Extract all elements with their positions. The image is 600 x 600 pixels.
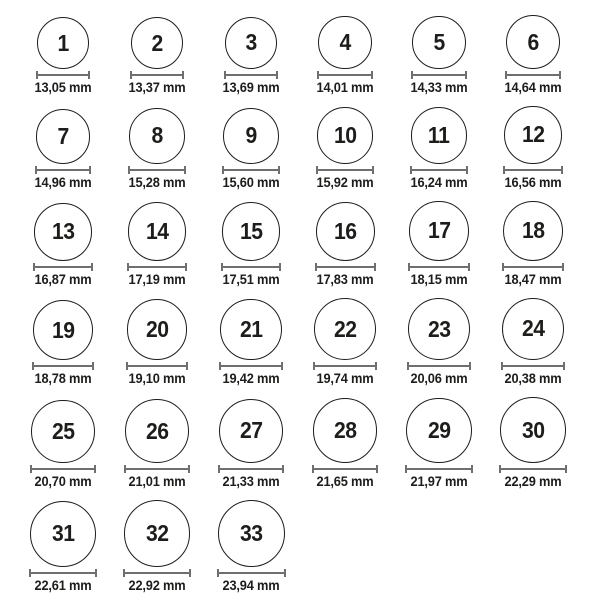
diameter-label: 18,47 mm	[504, 271, 562, 287]
ring-circle	[223, 108, 279, 164]
ring-circle	[124, 500, 191, 567]
ring-size-item	[16, 400, 110, 489]
diameter-dimension-line	[407, 362, 471, 370]
chart-row	[16, 298, 600, 387]
diameter-label: 21,65 mm	[316, 473, 374, 489]
ring-size-number: 7	[57, 122, 69, 149]
diameter-dimension-line	[312, 465, 379, 473]
diameter-dimension-line	[316, 166, 374, 174]
diameter-label: 22,61 mm	[34, 577, 92, 593]
diameter-label: 23,94 mm	[222, 577, 280, 593]
ring-size-item	[298, 202, 392, 287]
ring-size-item	[298, 16, 392, 95]
ring-circle	[406, 398, 471, 463]
diameter-dimension-line	[410, 166, 469, 174]
ring-circle	[131, 17, 184, 70]
diameter-label: 13,37 mm	[128, 80, 186, 96]
diameter-label: 18,15 mm	[410, 271, 468, 287]
ring-size-item	[392, 298, 486, 386]
ring-size-number: 20	[145, 316, 169, 343]
diameter-dimension-line	[317, 71, 372, 79]
ring-size-number: 16	[333, 217, 357, 244]
diameter-dimension-line	[405, 465, 472, 473]
ring-size-item	[298, 298, 392, 386]
diameter-dimension-line	[128, 166, 185, 174]
ring-circle	[411, 107, 468, 164]
ring-size-item	[16, 300, 110, 387]
diameter-label: 21,97 mm	[410, 473, 468, 489]
ring-size-number: 4	[339, 29, 351, 56]
diameter-label: 13,05 mm	[34, 80, 92, 96]
diameter-dimension-line	[127, 263, 187, 271]
ring-circle	[316, 202, 375, 261]
ring-circle	[318, 16, 371, 69]
ring-circle	[313, 398, 378, 463]
ring-size-number: 8	[151, 122, 163, 149]
ring-size-item	[204, 399, 298, 489]
ring-size-item	[204, 299, 298, 386]
ring-size-number: 2	[151, 29, 163, 56]
ring-circle	[409, 201, 469, 261]
ring-size-item	[110, 299, 204, 386]
diameter-label: 14,64 mm	[504, 80, 562, 96]
ring-size-number: 33	[239, 519, 263, 546]
ring-circle	[503, 201, 563, 261]
ring-circle	[506, 15, 560, 69]
ring-size-number: 15	[239, 217, 263, 244]
ring-size-item	[392, 201, 486, 287]
diameter-dimension-line	[217, 569, 286, 577]
ring-size-item	[16, 203, 110, 287]
ring-circle	[127, 299, 188, 360]
ring-size-number: 25	[51, 417, 75, 444]
ring-circle	[412, 16, 466, 70]
ring-circle	[317, 107, 373, 163]
ring-size-number: 13	[51, 218, 75, 245]
ring-size-number: 12	[521, 121, 545, 148]
ring-circle	[128, 202, 186, 260]
ring-circle	[225, 17, 278, 70]
diameter-dimension-line	[503, 166, 562, 174]
ring-size-number: 30	[521, 416, 545, 443]
ring-size-number: 26	[145, 417, 169, 444]
diameter-label: 19,42 mm	[222, 371, 280, 387]
ring-size-item	[110, 17, 204, 96]
diameter-dimension-line	[124, 465, 190, 473]
diameter-dimension-line	[36, 71, 90, 79]
diameter-dimension-line	[33, 263, 93, 271]
chart-row	[16, 106, 600, 189]
diameter-dimension-line	[499, 465, 567, 473]
ring-size-number: 3	[245, 29, 257, 56]
ring-size-item	[392, 16, 486, 96]
diameter-dimension-line	[30, 465, 95, 473]
diameter-dimension-line	[315, 263, 376, 271]
diameter-dimension-line	[222, 166, 280, 174]
diameter-label: 16,24 mm	[410, 174, 468, 190]
diameter-dimension-line	[501, 362, 566, 370]
ring-size-number: 1	[57, 29, 69, 56]
diameter-dimension-line	[221, 263, 282, 271]
diameter-label: 22,29 mm	[504, 473, 562, 489]
diameter-dimension-line	[32, 362, 95, 370]
ring-circle	[408, 298, 470, 360]
diameter-dimension-line	[218, 465, 284, 473]
diameter-label: 22,92 mm	[128, 577, 186, 593]
ring-size-number: 6	[527, 28, 539, 55]
ring-size-item	[392, 107, 486, 190]
ring-size-number: 9	[245, 122, 257, 149]
ring-circle	[125, 399, 189, 463]
ring-size-number: 14	[145, 218, 169, 245]
chart-row	[16, 397, 600, 489]
ring-size-number: 24	[521, 315, 545, 342]
ring-size-number: 19	[51, 316, 75, 343]
ring-size-item	[486, 15, 580, 95]
diameter-label: 20,06 mm	[410, 371, 468, 387]
ring-size-item	[110, 500, 204, 593]
diameter-dimension-line	[408, 263, 470, 271]
diameter-label: 15,60 mm	[222, 174, 280, 190]
diameter-label: 14,33 mm	[410, 80, 468, 96]
diameter-dimension-line	[411, 71, 467, 79]
diameter-label: 21,01 mm	[128, 473, 186, 489]
diameter-dimension-line	[505, 71, 561, 79]
diameter-label: 13,69 mm	[222, 80, 280, 96]
ring-circle	[34, 203, 92, 261]
ring-size-number: 21	[239, 316, 263, 343]
diameter-label: 15,92 mm	[316, 174, 374, 190]
diameter-label: 19,10 mm	[128, 371, 186, 387]
diameter-label: 17,83 mm	[316, 271, 374, 287]
diameter-label: 17,51 mm	[222, 271, 280, 287]
ring-size-item	[110, 399, 204, 489]
ring-size-number: 27	[239, 417, 263, 444]
ring-size-number: 18	[521, 217, 545, 244]
chart-row	[16, 15, 600, 95]
diameter-label: 18,78 mm	[34, 371, 92, 387]
ring-circle	[31, 400, 94, 463]
ring-circle	[220, 299, 281, 360]
ring-size-number: 10	[333, 121, 357, 148]
diameter-label: 19,74 mm	[316, 371, 374, 387]
ring-size-item	[298, 398, 392, 489]
ring-circle	[37, 17, 89, 69]
ring-size-item	[204, 17, 298, 96]
diameter-label: 20,70 mm	[34, 473, 92, 489]
diameter-label: 20,38 mm	[504, 371, 562, 387]
diameter-label: 17,19 mm	[128, 271, 186, 287]
ring-circle	[502, 298, 565, 361]
ring-size-item	[16, 501, 110, 593]
ring-size-item	[204, 108, 298, 190]
ring-size-number: 28	[333, 417, 357, 444]
ring-circle	[500, 397, 566, 463]
ring-circle	[314, 298, 376, 360]
chart-row	[16, 500, 600, 593]
diameter-label: 16,87 mm	[34, 271, 92, 287]
diameter-dimension-line	[35, 166, 92, 174]
ring-size-number: 23	[427, 315, 451, 342]
ring-circle	[218, 500, 285, 567]
ring-size-item	[204, 500, 298, 593]
diameter-label: 16,56 mm	[504, 174, 562, 190]
ring-size-number: 22	[333, 315, 357, 342]
ring-size-item	[298, 107, 392, 189]
ring-size-number: 17	[427, 217, 451, 244]
ring-circle	[504, 106, 561, 163]
diameter-dimension-line	[126, 362, 189, 370]
ring-size-item	[392, 398, 486, 489]
diameter-label: 14,96 mm	[34, 174, 92, 190]
ring-size-item	[16, 109, 110, 190]
ring-size-number: 32	[145, 520, 169, 547]
ring-circle	[30, 501, 96, 567]
ring-size-item	[110, 108, 204, 189]
diameter-dimension-line	[502, 263, 564, 271]
ring-size-number: 5	[433, 28, 445, 55]
diameter-dimension-line	[313, 362, 377, 370]
diameter-label: 14,01 mm	[316, 80, 374, 96]
ring-size-item	[486, 106, 580, 189]
diameter-dimension-line	[219, 362, 282, 370]
ring-circle	[33, 300, 94, 361]
diameter-label: 21,33 mm	[222, 473, 280, 489]
diameter-label: 15,28 mm	[128, 174, 186, 190]
diameter-dimension-line	[29, 569, 97, 577]
ring-size-number: 29	[427, 416, 451, 443]
ring-size-item	[486, 201, 580, 287]
ring-size-number: 31	[51, 520, 75, 547]
ring-circle	[129, 108, 184, 163]
ring-size-item	[16, 17, 110, 95]
ring-size-item	[486, 397, 580, 489]
diameter-dimension-line	[224, 71, 279, 79]
ring-circle	[219, 399, 283, 463]
ring-circle	[222, 202, 281, 261]
ring-circle	[36, 109, 91, 164]
ring-size-item	[110, 202, 204, 286]
chart-row	[16, 201, 600, 287]
ring-size-number: 11	[428, 121, 450, 148]
diameter-dimension-line	[130, 71, 185, 79]
diameter-dimension-line	[123, 569, 192, 577]
ring-size-item	[486, 298, 580, 387]
ring-size-item	[204, 202, 298, 287]
